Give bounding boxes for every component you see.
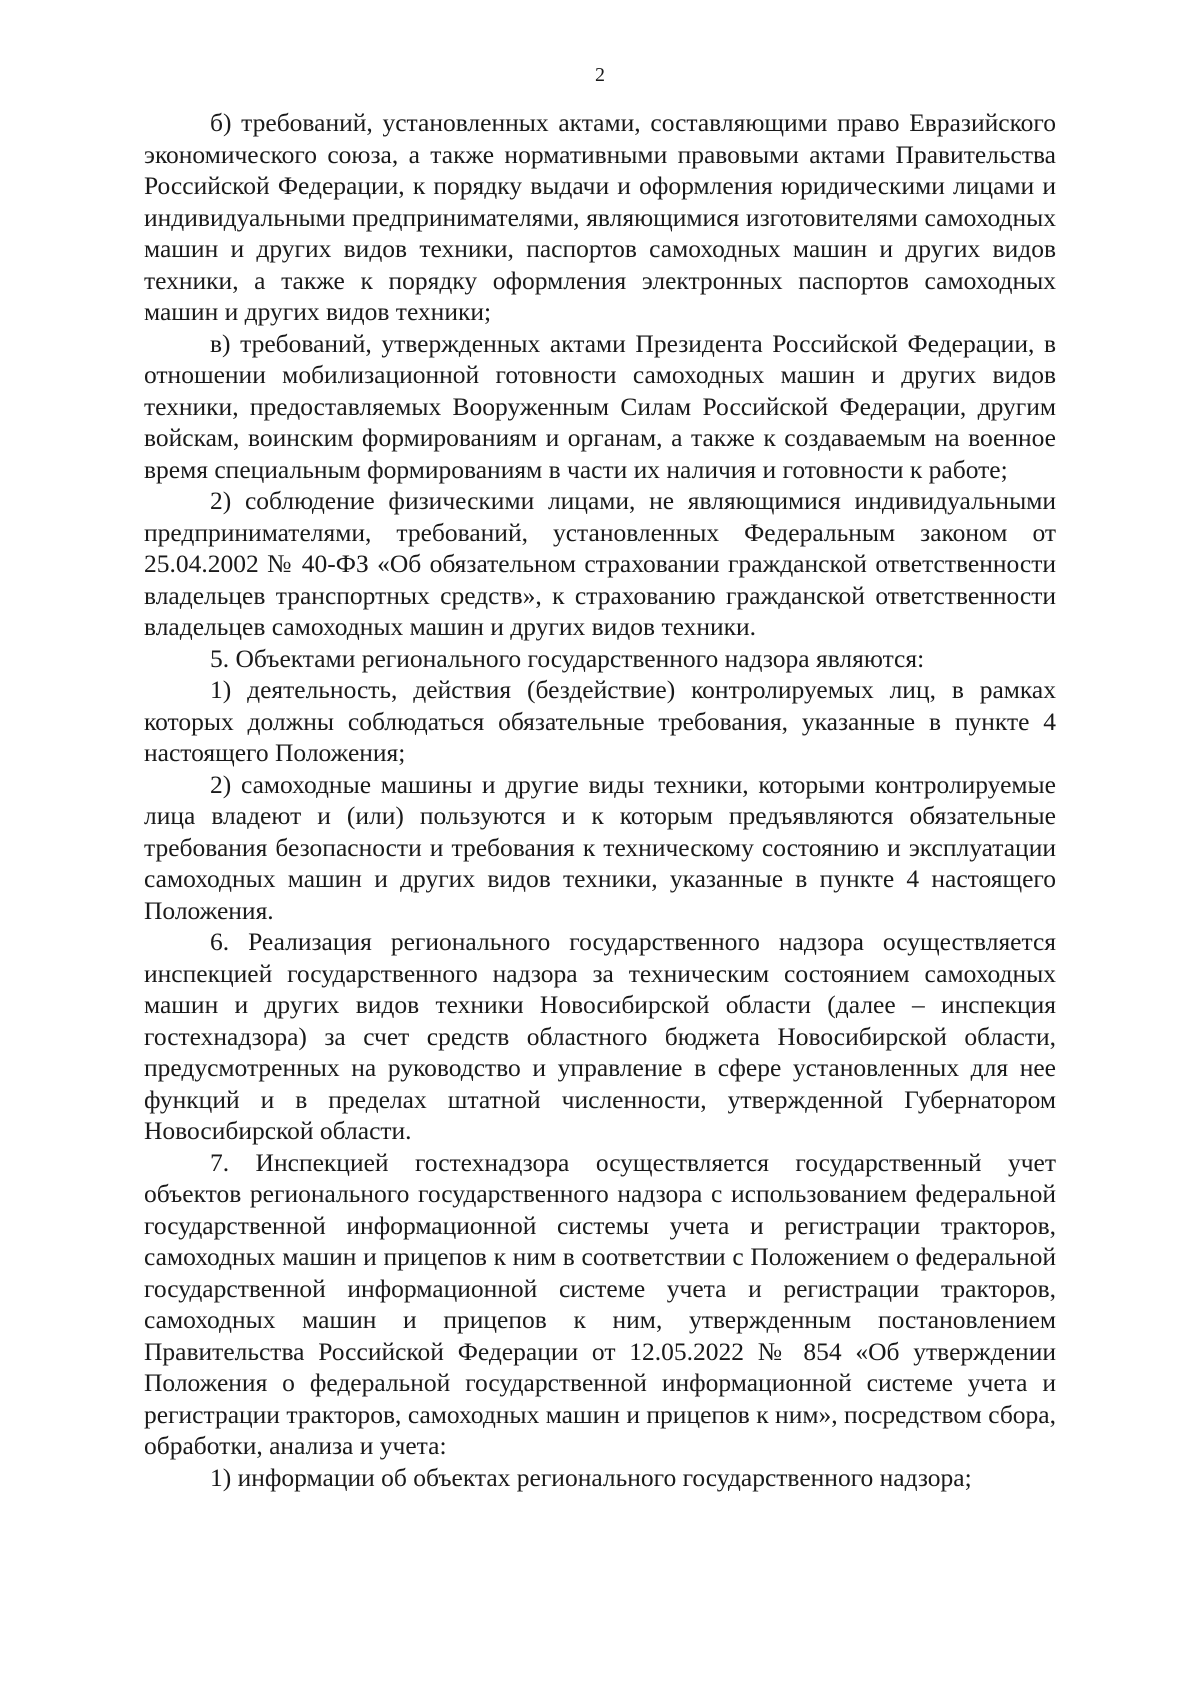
paragraph-5-objects: 5. Объектами регионального государственного надзора являются: (210, 643, 925, 673)
document-body (144, 107, 1056, 1493)
paragraph-b-requirements: б) требований, установленных актами, составляющими право Евразийского экономического союза, а также нормативными правовыми актами Правительства Российской Федерации, к порядку выдачи и оформления юридическими лицами и индивидуальными предпринимателями, являющимися изготовителями самоходных машин и других видов техники, паспортов самоходных машин и других видов техники, а также к порядку оформления электронных паспортов самоходных машин и других видов техники; (144, 108, 1056, 326)
paragraph-6-implementation: 6. Реализация регионального государственного надзора осуществляется инспекцией государственного надзора за техническим состоянием самоходных машин и других видов техники Новосибирской области (далее – инспекция гостехнадзора) за счет средств областного бюджета Новосибирской области, предусмотренных на руководство и управление в сфере установленных для нее функций и в пределах штатной численности, утвержденной Губернатором Новосибирской области. (144, 927, 1056, 1145)
paragraph-7-accounting: 7. Инспекцией гостехнадзора осуществляется государственный учет объектов регионального государственного надзора с использованием федеральной государственной информационной системы учета и регистрации тракторов, самоходных машин и прицепов к ним в соответствии с Положением о федеральной государственной информационной системе учета и регистрации тракторов, самоходных машин и прицепов к ним, утвержденным постановлением Правительства Российской Федерации от 12.05.2022 № 854 «Об утверждении Положения о федеральной государственной информационной системе учета и регистрации тракторов, самоходных машин и прицепов к ним», посредством сбора, обработки, анализа и учета: (144, 1147, 1056, 1460)
paragraph-2-insurance: 2) соблюдение физическими лицами, не являющимися индивидуальными предпринимателями, требований, установленных Федеральным законом от 25.04.2002 № 40-ФЗ «Об обязательном страховании гражданской ответственности владельцев транспортных средств», к страхованию гражданской ответственности владельцев самоходных машин и других видов техники. (144, 486, 1056, 641)
paragraph-5-2-machines: 2) самоходные машины и другие виды техники, которыми контролируемые лица владеют и (или) пользуются и к которым предъявляются обязательные требования безопасности и требования к техническому состоянию и эксплуатации самоходных машин и других видов техники, указанные в пункте 4 настоящего Положения. (144, 769, 1056, 925)
paragraph-v-requirements: в) требований, утвержденных актами Президента Российской Федерации, в отношении мобилизационной готовности самоходных машин и других видов техники, предоставляемых Вооруженным Силам Российской Федерации, другим войскам, воинским формированиям и органам, а также к создаваемым на военное время специальным формированиям в части их наличия и готовности к работе; (144, 328, 1056, 484)
paragraph-5-1-activity: 1) деятельность, действия (бездействие) контролируемых лиц, в рамках которых должны соблюдаться обязательные требования, указанные в пункте 4 настоящего Положения; (144, 675, 1056, 767)
paragraph-7-1-information: 1) информации об объектах регионального государственного надзора; (210, 1462, 972, 1492)
page-number: 2 (595, 64, 605, 86)
